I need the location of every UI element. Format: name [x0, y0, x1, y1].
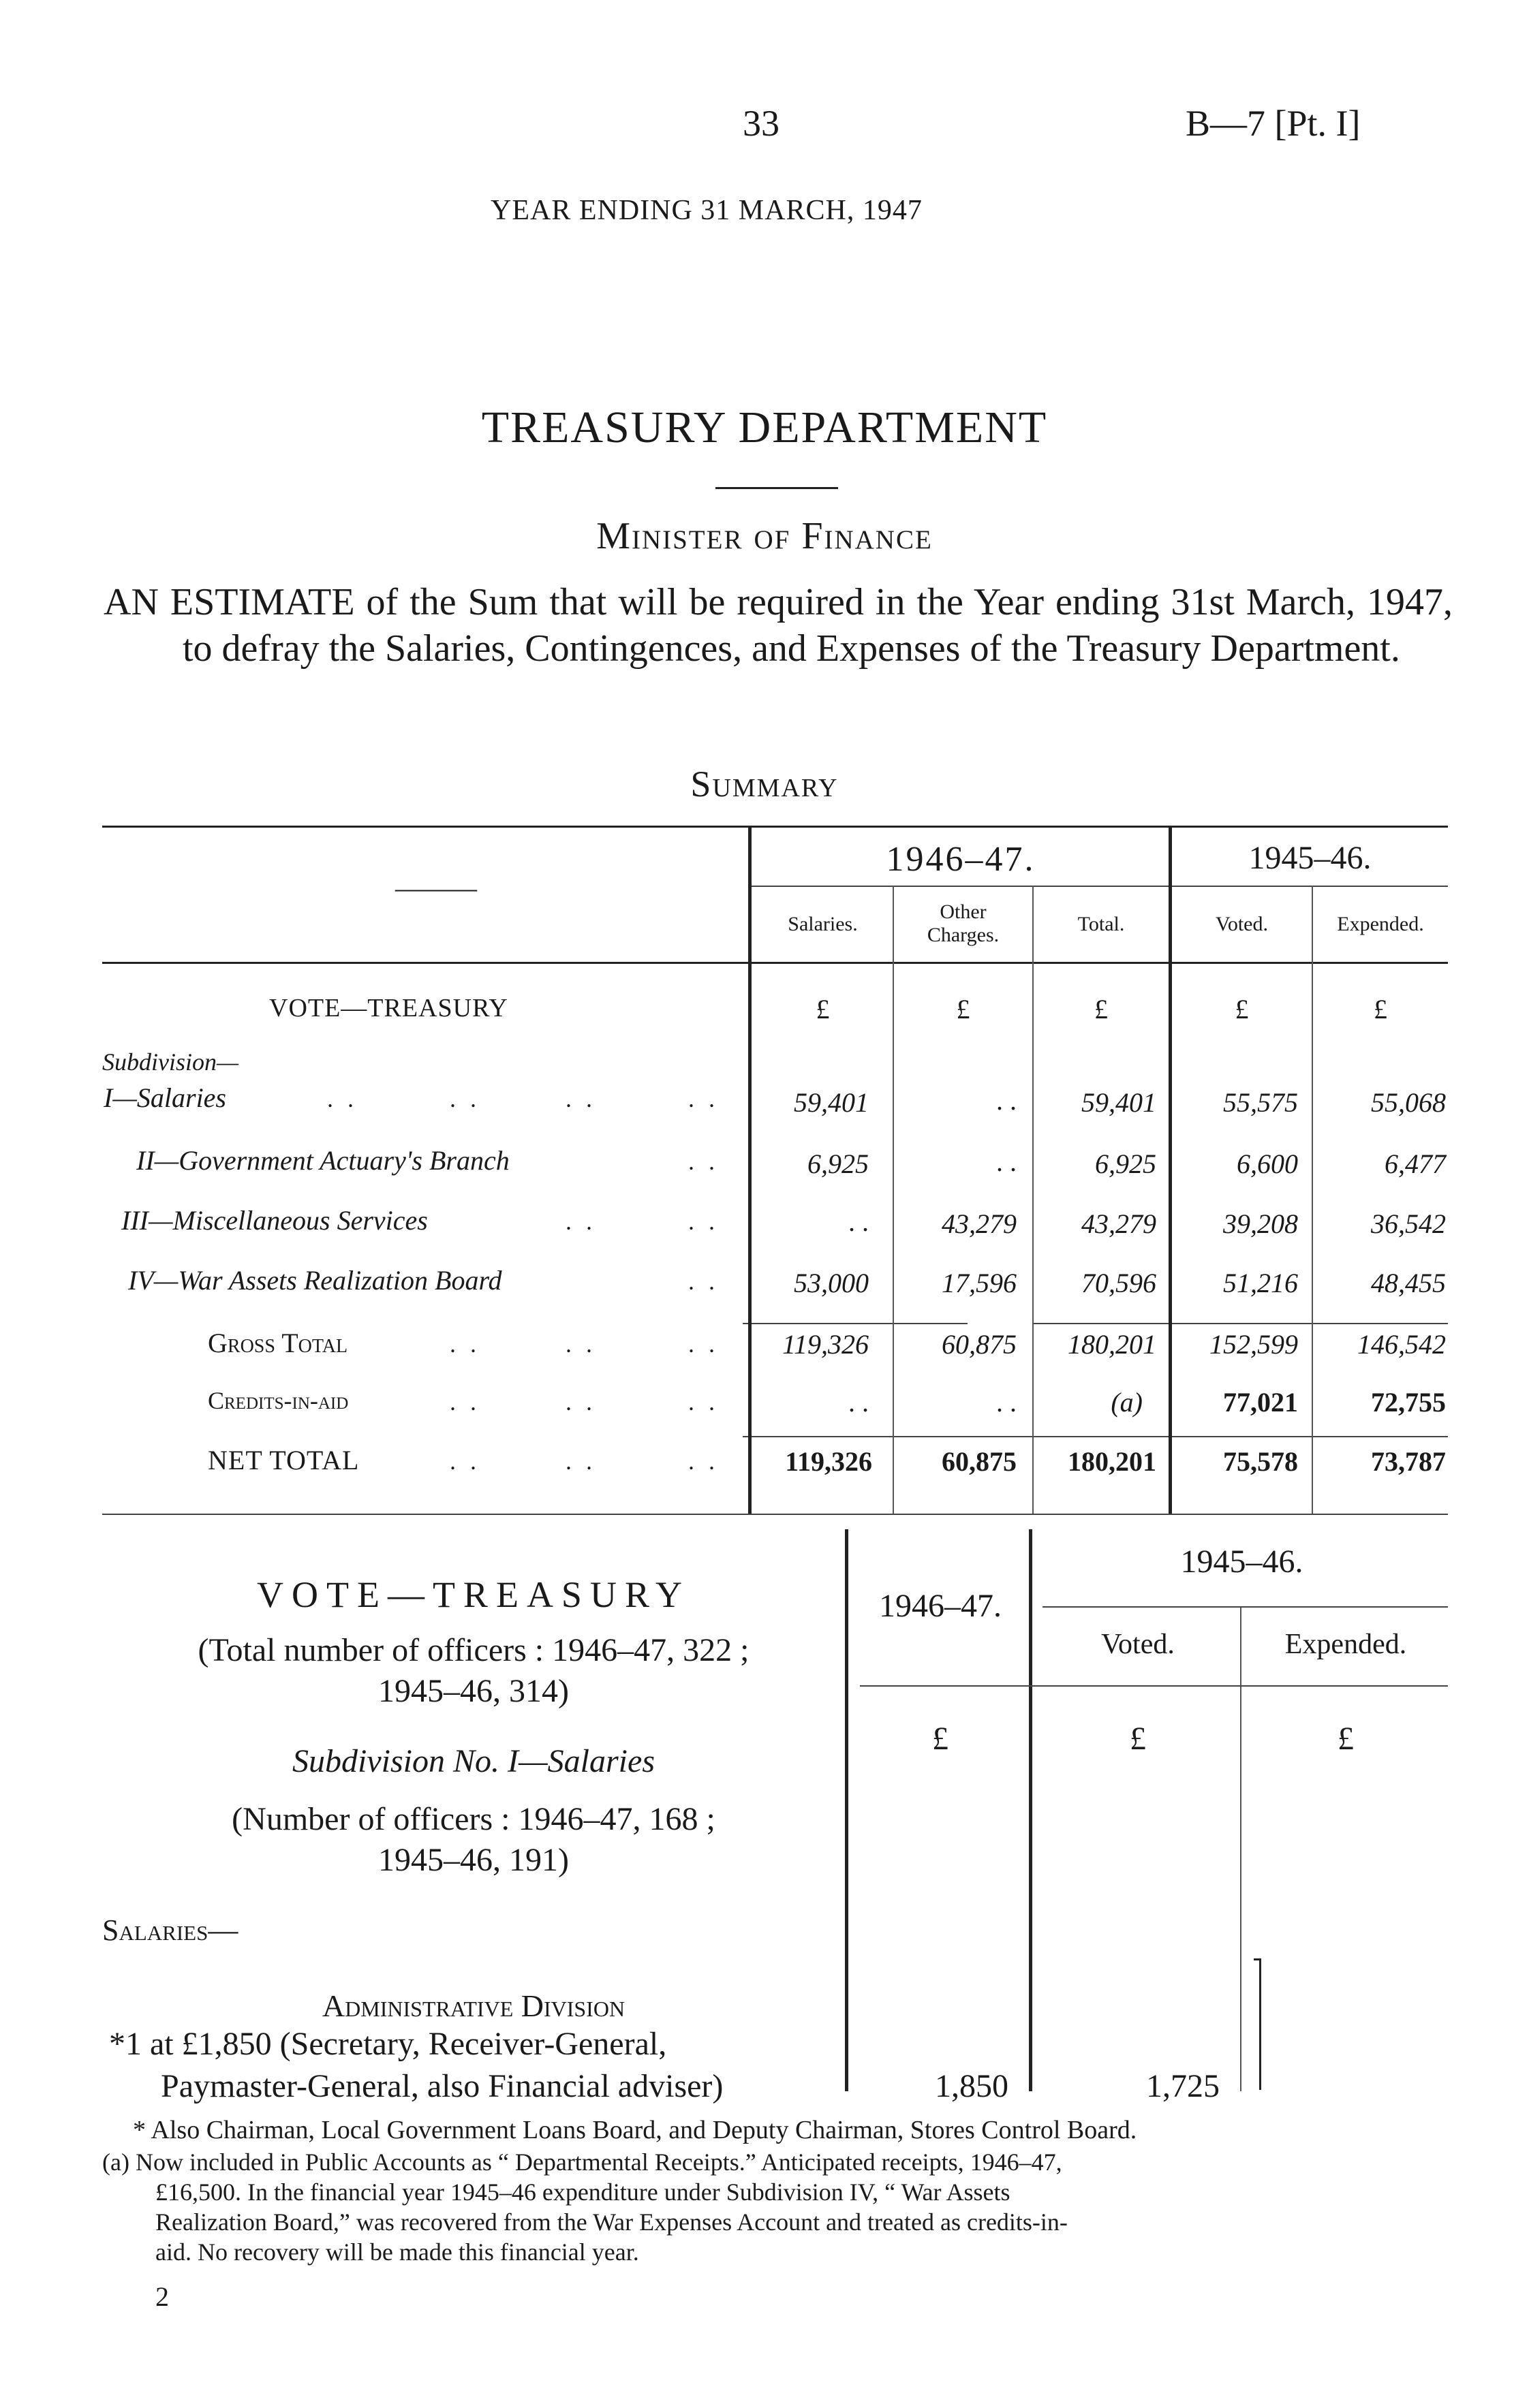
row-label: II—Government Actuary's Branch — [136, 1145, 510, 1176]
cell-voted: 39,208 — [1223, 1208, 1298, 1239]
header-1946-47: 1946–47. — [886, 840, 1036, 879]
row-leader: . . — [688, 1448, 719, 1475]
detail-value-voted: 1,725 — [1146, 2068, 1220, 2104]
total-officers-line-2: 1945–46, 314) — [378, 1673, 569, 1709]
gross-rule-other — [893, 1323, 968, 1324]
sub-officers-line-1: (Number of officers : 1946–47, 168 ; — [232, 1801, 715, 1837]
row-leader: . . — [566, 1330, 596, 1358]
cell-expended: 36,542 — [1371, 1208, 1446, 1239]
gross-total: 180,201 — [1068, 1329, 1156, 1360]
footnote-a-line-2: £16,500. In the financial year 1945–46 expenditure under Subdivision IV, “ War Assets — [155, 2178, 1010, 2206]
detail-vote-title: VOTE—TREASURY — [256, 1574, 690, 1615]
footnote-a-line-1: (a) Now included in Public Accounts as “ Departmental Receipts.” Anticipated receipts, 1946–47, — [102, 2148, 1062, 2176]
detail-col-1946-47: 1946–47. — [879, 1588, 1002, 1624]
detail-currency-expended: £ — [1338, 1721, 1354, 1757]
net-other: 60,875 — [942, 1446, 1017, 1477]
cell-expended: 6,477 — [1385, 1148, 1446, 1179]
gross-rule-right — [1032, 1323, 1448, 1324]
gross-other: 60,875 — [942, 1329, 1017, 1360]
detail-col-1945-46: 1945–46. — [1180, 1544, 1303, 1580]
page-number: 33 — [743, 103, 779, 144]
cell-total: 70,596 — [1081, 1268, 1156, 1298]
credits-other: . . — [996, 1387, 1017, 1418]
cell-other: . . — [996, 1146, 1017, 1177]
row-leader: . . — [566, 1208, 596, 1235]
row-label: IV—War Assets Realization Board — [128, 1265, 502, 1296]
credits-salaries: . . — [848, 1387, 869, 1418]
detail-header-rule — [1042, 1606, 1448, 1608]
row-leader: . . — [566, 1388, 596, 1416]
row-label: I—Salaries — [104, 1082, 226, 1113]
col-rule-1 — [748, 826, 752, 1514]
row-leader: . . — [450, 1448, 480, 1475]
signature-mark: 2 — [155, 2281, 169, 2312]
table-top-rule — [102, 826, 1448, 828]
cell-voted: 51,216 — [1223, 1268, 1298, 1298]
cell-salaries: 59,401 — [794, 1087, 869, 1118]
minister-heading: Minister of Finance — [596, 515, 933, 557]
vote-treasury-label: VOTE—TREASURY — [269, 994, 508, 1022]
net-total-label: NET TOTAL — [208, 1445, 360, 1475]
cell-salaries: . . — [848, 1206, 869, 1237]
header-expended: Expended. — [1337, 913, 1424, 935]
department-title: TREASURY DEPARTMENT — [481, 403, 1048, 452]
detail-header-bottom-rule — [860, 1685, 1448, 1687]
detail-currency-1946: £ — [932, 1721, 948, 1757]
salaries-label: Salaries— — [102, 1913, 238, 1947]
title-rule — [715, 487, 838, 489]
footnote-a-line-3: Realization Board,” was recovered from the War Expenses Account and treated as credits-in- — [155, 2208, 1068, 2236]
row-leader: . . — [450, 1085, 480, 1112]
gross-voted: 152,599 — [1209, 1329, 1298, 1360]
net-voted: 75,578 — [1223, 1446, 1298, 1477]
total-officers-line-1: (Total number of officers : 1946–47, 322 ; — [198, 1632, 750, 1668]
header-1945-46: 1945–46. — [1248, 840, 1372, 876]
cell-other: 17,596 — [942, 1268, 1017, 1298]
detail-col-expended: Expended. — [1284, 1629, 1407, 1660]
gross-salaries: 119,326 — [782, 1329, 869, 1360]
cell-salaries: 6,925 — [807, 1148, 869, 1179]
gross-total-label: Gross Total — [208, 1328, 348, 1358]
credits-voted: 77,021 — [1223, 1387, 1298, 1418]
header-voted: Voted. — [1216, 913, 1268, 935]
summary-heading: Summary — [690, 764, 839, 804]
net-rule — [743, 1436, 1448, 1437]
cell-expended: 55,068 — [1371, 1087, 1446, 1118]
stub-dash: ——— — [395, 873, 477, 903]
footnote-star: * Also Chairman, Local Government Loans Board, and Deputy Chairman, Stores Control Board. — [133, 2116, 1137, 2144]
row-leader: . . — [688, 1268, 719, 1295]
gross-expended: 146,542 — [1357, 1329, 1446, 1360]
row-leader: . . — [688, 1148, 719, 1175]
salary-entry-line-2: Paymaster-General, also Financial adviser) — [161, 2068, 724, 2104]
cell-voted: 55,575 — [1223, 1087, 1298, 1118]
header-mid-rule — [750, 886, 1448, 887]
detail-col-rule-3 — [1240, 1608, 1241, 2091]
credits-total: (a) — [1111, 1387, 1143, 1418]
subdivision-label: Subdivision— — [102, 1048, 239, 1076]
currency-voted: £ — [1235, 994, 1249, 1025]
cell-other: 43,279 — [942, 1208, 1017, 1239]
header-salaries: Salaries. — [788, 913, 858, 935]
col-rule-4 — [1032, 886, 1034, 1514]
cell-salaries: 53,000 — [794, 1268, 869, 1298]
row-leader: . . — [688, 1208, 719, 1235]
subdivision-heading: Subdivision No. I—Salaries — [292, 1743, 655, 1779]
currency-expended: £ — [1374, 994, 1387, 1025]
row-leader: . . — [566, 1085, 596, 1112]
detail-col-rule-1 — [845, 1529, 848, 2091]
salary-entry-line-1: *1 at £1,850 (Secretary, Receiver-General, — [109, 2026, 667, 2062]
row-leader: . . — [688, 1388, 719, 1416]
row-leader: . . — [566, 1448, 596, 1475]
col-rule-5 — [1312, 886, 1313, 1514]
document-reference: B—7 [Pt. I] — [1186, 103, 1361, 144]
row-leader: . . — [327, 1085, 358, 1112]
header-other-1: Other — [940, 901, 987, 923]
row-leader: . . — [450, 1330, 480, 1358]
row-label: III—Miscellaneous Services — [121, 1205, 428, 1236]
credits-in-aid-label: Credits-in-aid — [208, 1387, 349, 1414]
cell-total: 59,401 — [1081, 1087, 1156, 1118]
table-bottom-rule — [102, 1514, 1448, 1515]
administrative-division-heading: Administrative Division — [322, 1988, 626, 2023]
col-rule-3 — [893, 886, 894, 1514]
row-leader: . . — [688, 1330, 719, 1358]
cell-total: 6,925 — [1095, 1148, 1156, 1179]
year-ending-heading: YEAR ENDING 31 MARCH, 1947 — [491, 195, 923, 226]
estimate-paragraph: AN ESTIMATE of the Sum that will be required in the Year ending 31st March, 1947, to defray the Salaries, Contingences, and Expenses of the Treasury Department. — [104, 581, 1453, 670]
header-other-2: Charges. — [927, 924, 1000, 946]
net-salaries: 119,326 — [785, 1446, 872, 1477]
net-expended: 73,787 — [1371, 1446, 1446, 1477]
cell-expended: 48,455 — [1371, 1268, 1446, 1298]
bracket-mark — [1254, 1958, 1261, 2090]
cell-voted: 6,600 — [1237, 1148, 1298, 1179]
sub-officers-line-2: 1945–46, 191) — [378, 1842, 569, 1878]
cell-total: 43,279 — [1081, 1208, 1156, 1239]
row-leader: . . — [688, 1085, 719, 1112]
detail-value-1946: 1,850 — [935, 2068, 1008, 2104]
currency-salaries: £ — [816, 994, 830, 1025]
footnote-a-line-4: aid. No recovery will be made this financial year. — [155, 2238, 639, 2266]
header-bottom-rule — [102, 962, 1448, 964]
detail-col-rule-2 — [1029, 1529, 1032, 2091]
credits-expended: 72,755 — [1371, 1387, 1446, 1418]
header-total: Total. — [1077, 913, 1125, 935]
detail-col-voted: Voted. — [1101, 1629, 1175, 1660]
detail-currency-voted: £ — [1130, 1721, 1146, 1757]
net-total: 180,201 — [1068, 1446, 1156, 1477]
currency-total: £ — [1094, 994, 1108, 1025]
currency-other: £ — [956, 994, 970, 1025]
row-leader: . . — [450, 1388, 480, 1416]
cell-other: . . — [996, 1085, 1017, 1116]
